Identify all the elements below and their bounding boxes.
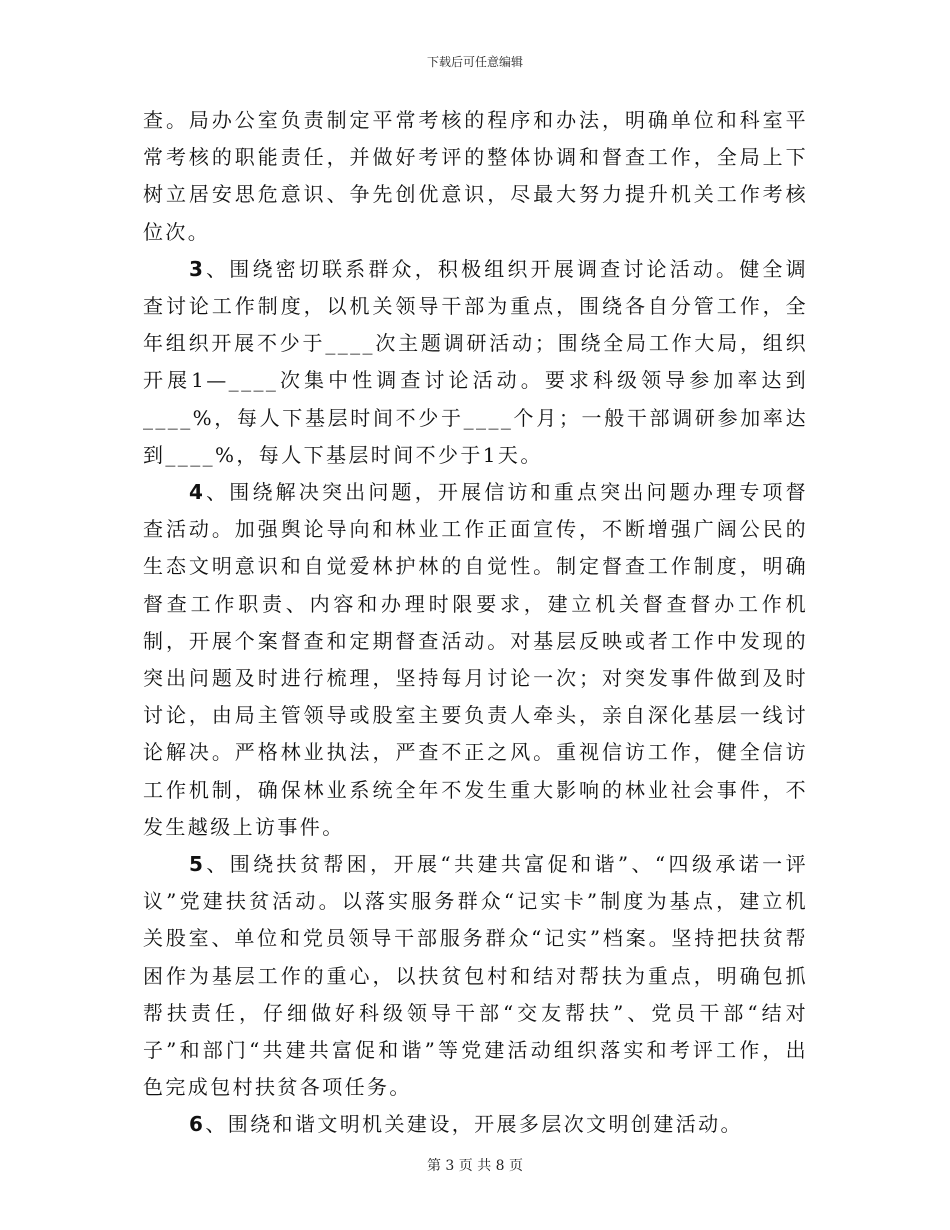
item-number: 6 [189,1112,206,1137]
page-footer: 第 3 页 共 8 页 [426,1158,524,1174]
item-number: 3 [189,256,206,281]
paragraph-text: 查。局办公室负责制定平常考核的程序和办法，明确单位和科室平常考核的职能责任，并做好考评的整体协调和督查工作，全局上下树立居安思危意识、争先创优意识，尽最大努力提升机关工作考核位次。 [143,108,808,244]
paragraph-item-3 [143,251,808,474]
paragraph-item-5 [143,846,808,1106]
page-header: 下载后可任意编辑 [426,55,523,69]
item-number: 4 [189,480,206,505]
paragraph-text: 、围绕密切联系群众，积极组织开展调查讨论活动。健全调查讨论工作制度，以机关领导干部为重点，围绕各自分管工作，全年组织开展不少于____次主题调研活动；围绕全局工作大局，组织开展1—____次集中性调查讨论活动。要求科级领导参加率达到____%，每人下基层时间不少于____个月；一般干部调研参加率达到____%，每人下基层时间不少于1天。 [143,256,808,467]
paragraph-text: 、围绕扶贫帮困，开展“共建共富促和谐”、“四级承诺一评议”党建扶贫活动。以落实服务群众“记实卡”制度为基点，建立机关股室、单位和党员领导干部服务群众“记实”档案。坚持把扶贫帮困作为基层工作的重心，以扶贫包村和结对帮扶为重点，明确包抓帮扶责任，仔细做好科级领导干部“交友帮扶”、党员干部“结对子”和部门“共建共富促和谐”等党建活动组织落实和考评工作，出色完成包村扶贫各项任务。 [143,852,808,1100]
document-body [143,102,808,1144]
paragraph-text: 、围绕解决突出问题，开展信访和重点突出问题办理专项督查活动。加强舆论导向和林业工作正面宣传，不断增强广阔公民的生态文明意识和自觉爱林护林的自觉性。制定督查工作制度，明确督查工作职责、内容和办理时限要求，建立机关督查督办工作机制，开展个案督查和定期督查活动。对基层反映或者工作中发现的突出问题及时进行梳理，坚持每月讨论一次；对突发事件做到及时讨论，由局主管领导或股室主要负责人牵头，亲自深化基层一线讨论解决。严格林业执法，严查不正之风。重视信访工作，健全信访工作机制，确保林业系统全年不发生重大影响的林业社会事件，不发生越级上访事件。 [143,480,808,839]
item-number: 5 [189,852,206,877]
paragraph-text: 、围绕和谐文明机关建设，开展多层次文明创建活动。 [205,1112,743,1137]
paragraph-continuation [143,102,808,251]
paragraph-item-4 [143,474,808,846]
paragraph-item-6 [143,1106,808,1143]
